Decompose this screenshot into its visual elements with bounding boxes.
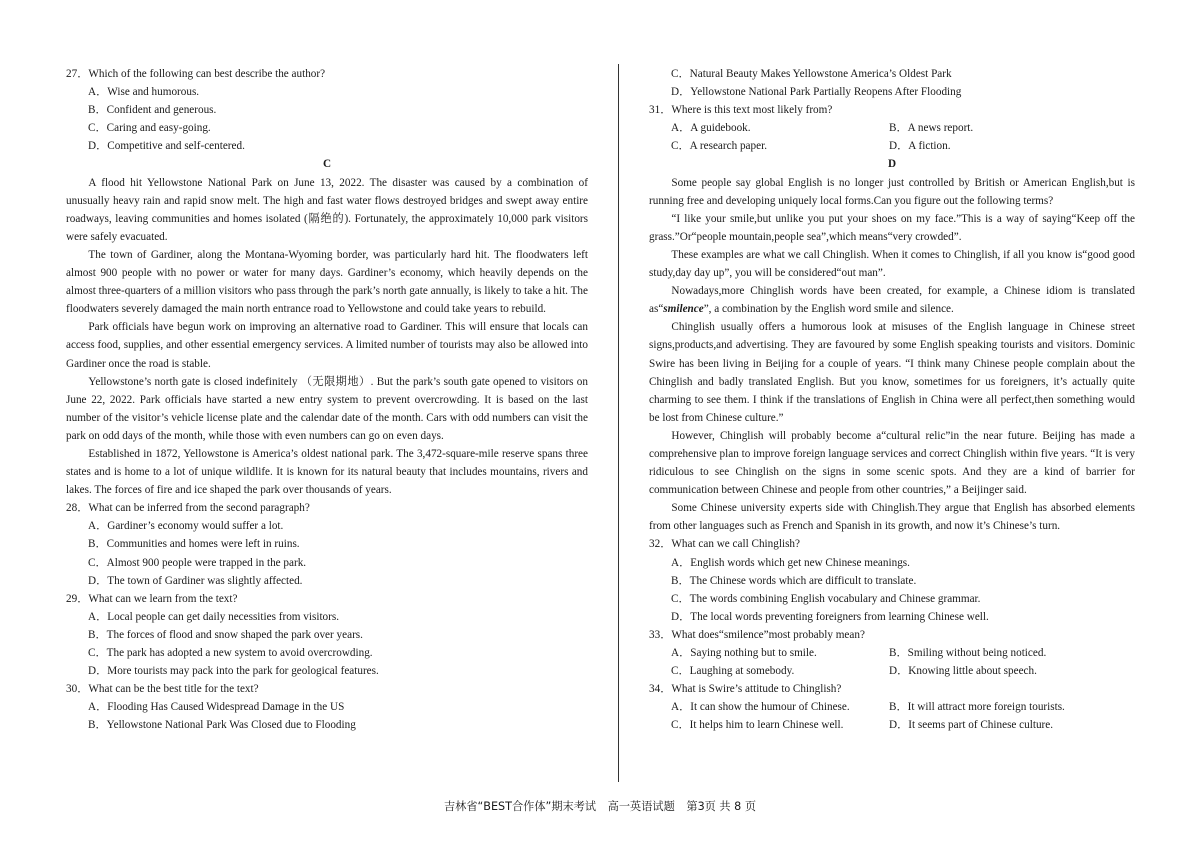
question-29-option-b: B．The forces of flood and snow shaped the park over years. bbox=[88, 628, 363, 641]
question-31-option-c: C．A research paper. bbox=[671, 140, 767, 153]
question-32-option-d: D．The local words preventing foreigners from learning Chinese well. bbox=[671, 610, 989, 623]
question-31-options-row-2 bbox=[649, 137, 1135, 155]
question-31-stem: 31．Where is this text most likely from? bbox=[649, 104, 833, 117]
question-34-option-b: B．It will attract more foreign tourists. bbox=[889, 701, 1065, 714]
passage-c-paragraph-1: A flood hit Yellowstone National Park on June 13, 2022. The disaster was caused by a combination of unusually heavy rain and rapid snow melt. The high and fast water flows destroyed bridges and swept away entire roadways, leaving communities and homes isolated (隔绝的). Fortunately, the approximately 10,000 park visitors were safely evacuated. bbox=[66, 176, 588, 243]
question-31-option-b: B．A news report. bbox=[889, 122, 974, 135]
question-33-stem: 33．What does“smilence”most probably mean? bbox=[649, 628, 865, 641]
section-c-heading: C bbox=[322, 158, 332, 171]
question-33-option-b: B．Smiling without being noticed. bbox=[889, 647, 1047, 659]
question-30-option-a: A．Flooding Has Caused Widespread Damage in the US bbox=[88, 701, 345, 714]
question-34-option-d: D．It seems part of Chinese culture. bbox=[889, 719, 1054, 732]
question-29-option-d: D．More tourists may pack into the park for geological features. bbox=[88, 665, 379, 678]
passage-d-paragraph-smilence bbox=[649, 282, 1135, 318]
question-33-option-c: C．Laughing at somebody. bbox=[671, 665, 795, 678]
question-28-option-a: A．Gardiner’s economy would suffer a lot. bbox=[88, 520, 284, 533]
smilence-text-after: ”, a combination by the English word smile and silence. bbox=[703, 303, 954, 316]
question-34-option-a: A．It can show the humour of Chinese. bbox=[671, 701, 850, 714]
question-34-option-c: C．It helps him to learn Chinese well. bbox=[671, 719, 844, 732]
footer-exam-title: 吉林省“BEST合作体”期末考试 bbox=[443, 800, 597, 813]
question-31-options-row-1 bbox=[649, 119, 1135, 137]
passage-c-paragraph-4: Yellowstone’s north gate is closed indefinitely （无限期地）. But the park’s south gate opened to visitors on June 22, 2022. Park officials have started a new entry system to prevent overcrowding. It is based on the last number of the visitor’s vehicle license plate and the calendar date of the month. Cars with odd numbers can visit the park on odd days of the month, while those with even numbers can go on even days. bbox=[66, 375, 588, 442]
question-32-option-a: A．English words which get new Chinese meanings. bbox=[671, 556, 910, 569]
question-27-option-b: B．Confident and generous. bbox=[88, 104, 217, 117]
question-27-option-a: A．Wise and humorous. bbox=[88, 86, 200, 99]
question-28-option-d: D．The town of Gardiner was slightly affected. bbox=[88, 574, 303, 587]
question-32-option-c: C．The words combining English vocabulary and Chinese grammar. bbox=[671, 592, 981, 605]
passage-d-paragraph-5: Chinglish usually offers a humorous look at misuses of the English language in Chinese street signs,products,and advertising. They are favoured by some English speaking tourists and visitors. Dominic Swire has been living in Beijing for a couple of years. “I think many Chinese people complain about the Chinglish and badly translated English. But you know, sometimes for us foreigners, it’s actually quite charming to see them. I think if the translations of English in China were all perfect,then something would be lost from Chinese culture.” bbox=[649, 321, 1135, 424]
question-29-stem: 29．What can we learn from the text? bbox=[66, 592, 238, 605]
passage-d-paragraph-7: Some Chinese university experts side with Chinglish.They argue that English has absorbed elements from other languages such as French and Spanish in its growth, and now it’s Chinese’s turn. bbox=[649, 502, 1135, 533]
question-27-option-d: D．Competitive and self-centered. bbox=[88, 140, 245, 153]
question-31-option-d: D．A fiction. bbox=[889, 140, 951, 153]
question-30-option-c: C．Natural Beauty Makes Yellowstone America’s Oldest Park bbox=[671, 68, 952, 80]
question-34-stem: 34．What is Swire’s attitude to Chinglish? bbox=[649, 683, 842, 696]
section-d-heading: D bbox=[887, 158, 897, 171]
question-30-stem: 30．What can be the best title for the text? bbox=[66, 683, 259, 696]
question-32-stem: 32．What can we call Chinglish? bbox=[649, 538, 800, 551]
question-27-option-c: C．Caring and easy-going. bbox=[88, 122, 211, 135]
question-28-option-c: C．Almost 900 people were trapped in the park. bbox=[88, 556, 307, 569]
passage-c-paragraph-3: Park officials have begun work on improving an alternative road to Gardiner. This will ensure that locals can access food, supplies, and other essential emergency services. A limited number of tourists may also be allowed into Gardiner once the road is stable. bbox=[66, 321, 588, 370]
question-33-options-row-2 bbox=[649, 662, 1135, 680]
passage-d-paragraph-2: “I like your smile,but unlike you put your shoes on my face.”This is a way of saying“Keep off the grass.”Or“people mountain,people sea”,which means“very crowded”. bbox=[649, 212, 1135, 243]
question-28-stem: 28．What can be inferred from the second paragraph? bbox=[66, 502, 310, 515]
question-32-option-b: B．The Chinese words which are difficult to translate. bbox=[671, 574, 917, 587]
smilence-text-before: Nowadays,more Chinglish words have been created, for example, a Chinese idiom is translated as“ bbox=[649, 285, 1135, 316]
question-33-option-d: D．Knowing little about speech. bbox=[889, 665, 1037, 678]
question-34-options-row-2 bbox=[649, 716, 1135, 734]
right-column bbox=[649, 65, 1135, 734]
question-33-option-a: A．Saying nothing but to smile. bbox=[671, 647, 817, 659]
column-divider bbox=[618, 64, 619, 782]
question-28-option-b: B．Communities and homes were left in ruins. bbox=[88, 538, 300, 551]
question-29-option-c: C．The park has adopted a new system to avoid overcrowding. bbox=[88, 647, 373, 659]
question-34-options-row-1 bbox=[649, 698, 1135, 716]
passage-c-paragraph-5: Established in 1872, Yellowstone is America’s oldest national park. The 3,472-square-mile reserve spans three states and is home to a lot of unique wildlife. It is known for its natural beauty that includes mountains, rivers and lakes. The forces of fire and ice shaped the park over thousands of years. bbox=[66, 447, 588, 497]
question-30-option-b: B．Yellowstone National Park Was Closed due to Flooding bbox=[88, 719, 356, 732]
passage-d-paragraph-3: These examples are what we call Chinglish. When it comes to Chinglish, if all you know is“good good study,day day up”, you will be considered“out man”. bbox=[649, 248, 1135, 280]
footer-page-number: 第3页 共 8 页 bbox=[686, 800, 757, 813]
footer-subject: 高一英语试题 bbox=[607, 800, 675, 813]
passage-d-paragraph-6: However, Chinglish will probably become a“cultural relic”in the near future. Beijing has made a comprehensive plan to improve foreign language services and correct Chinglish within five years. “It is very ridiculous to see Chinglish on the signs in some scenic spots. And they are a kind of barrier for communication between Chinese and people from other countries,” a Beijinger said. bbox=[649, 429, 1135, 497]
question-29-option-a: A．Local people can get daily necessities from visitors. bbox=[88, 610, 340, 623]
page-footer bbox=[0, 798, 1200, 814]
smilence-term: smilence bbox=[663, 303, 704, 316]
question-30-option-d: D．Yellowstone National Park Partially Reopens After Flooding bbox=[671, 86, 962, 99]
question-33-options-row-1 bbox=[649, 644, 1135, 662]
left-column bbox=[66, 65, 588, 734]
question-31-option-a: A．A guidebook. bbox=[671, 122, 751, 135]
passage-c-paragraph-2: The town of Gardiner, along the Montana-Wyoming border, was particularly hard hit. The floodwaters left almost 900 people with no power or water for many days. Gardiner’s economy, which heavily depends on the almost three-quarters of a million visitors who pass through the park’s north gate annually, is likely to take a hit. The floodwaters severely damaged the main north entrance road to Yellowstone and could take years to rebuild. bbox=[66, 248, 588, 316]
passage-d-paragraph-1: Some people say global English is no longer just controlled by British or American English,but is running free and developing uniquely local forms.Can you figure out the following terms? bbox=[649, 176, 1135, 207]
question-27-stem: 27．Which of the following can best describe the author? bbox=[66, 68, 326, 80]
